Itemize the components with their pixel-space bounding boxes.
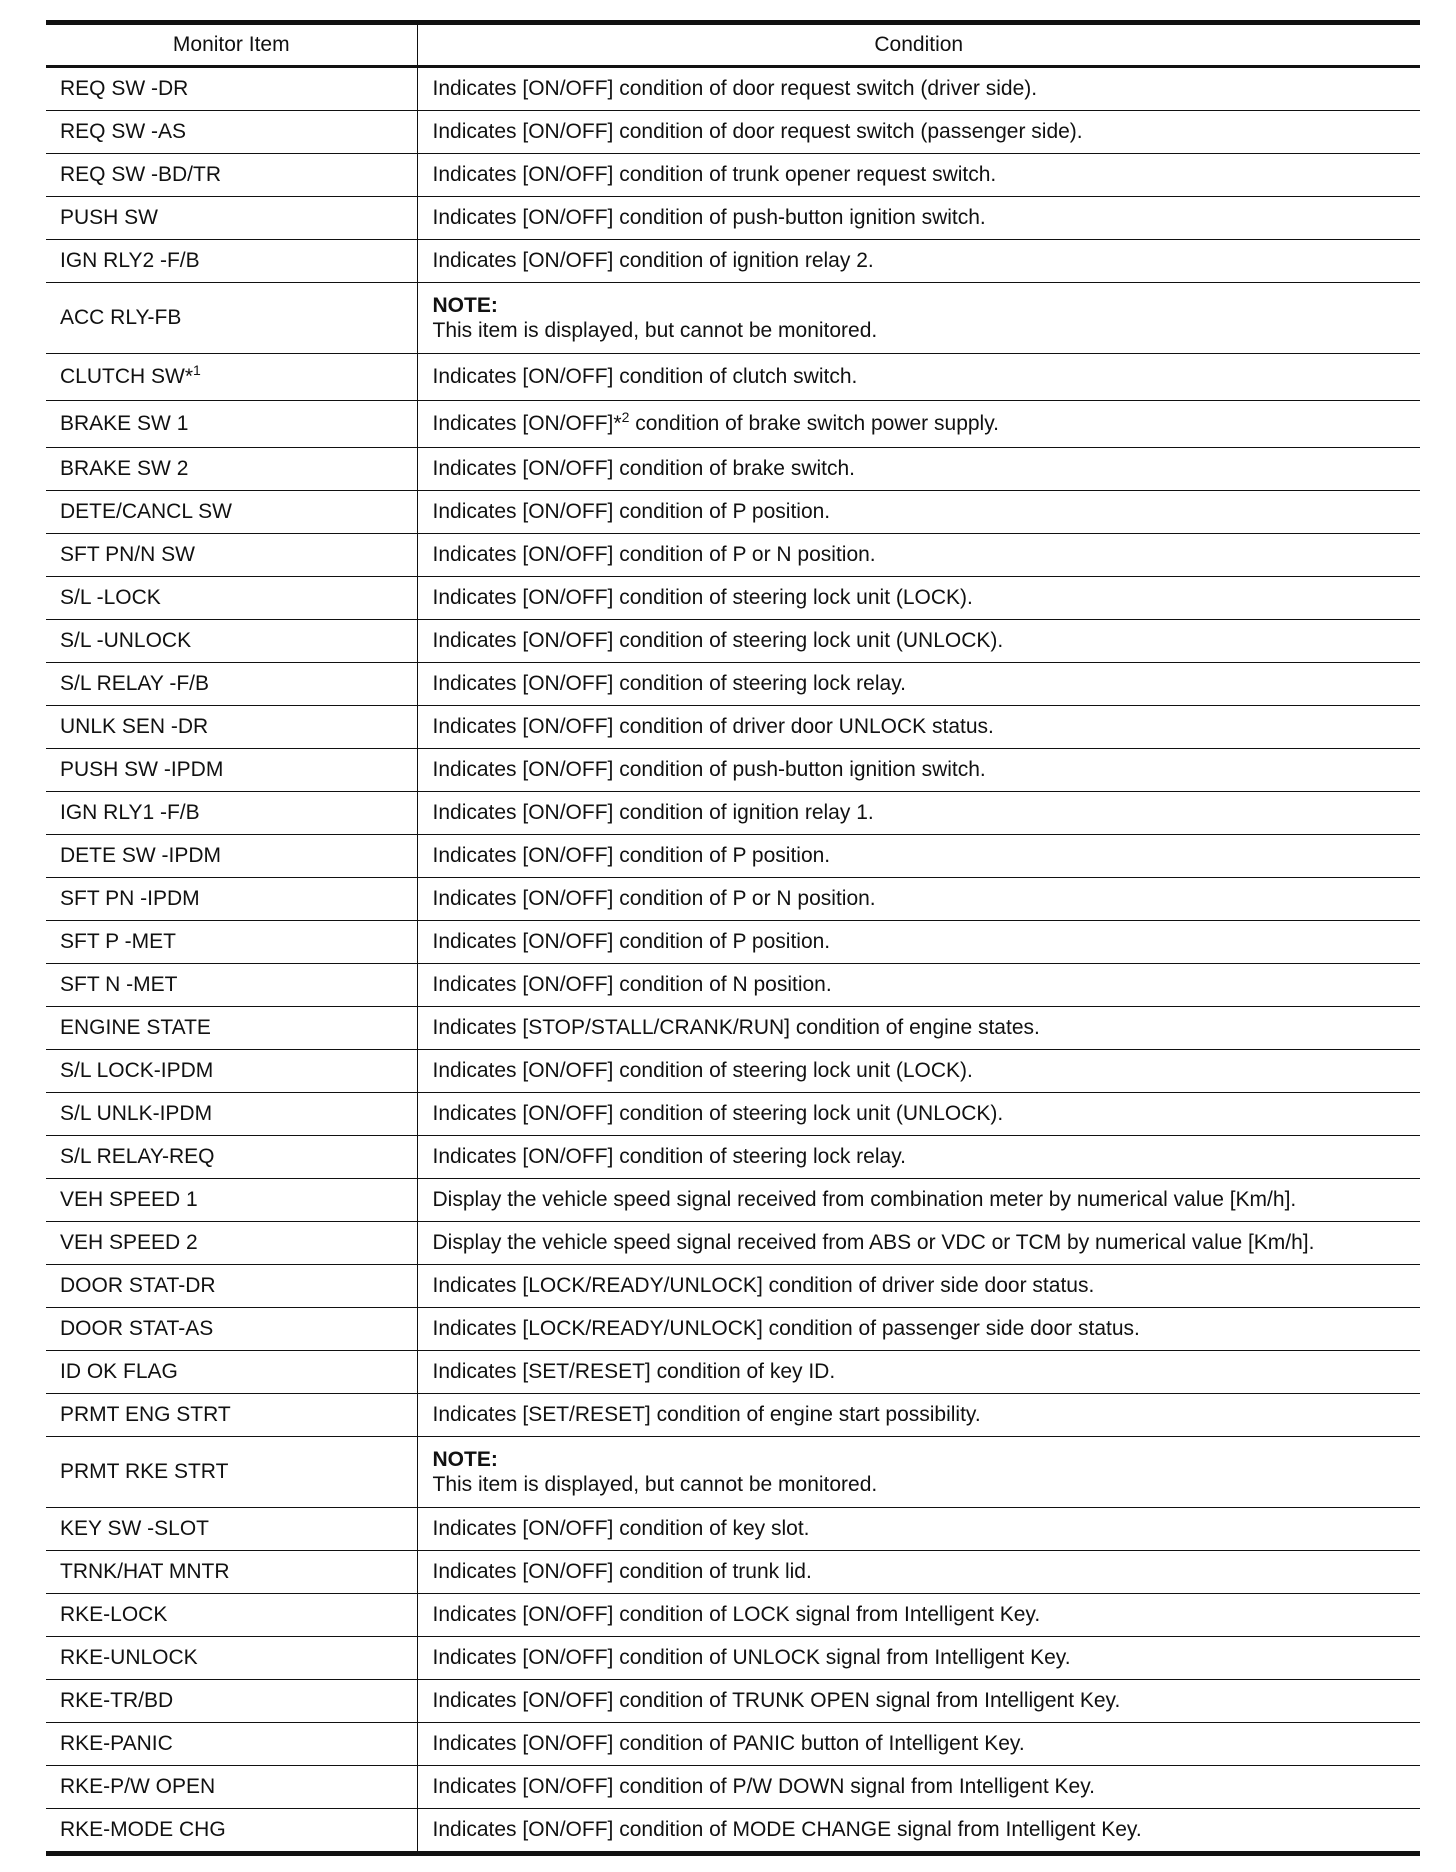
condition-cell <box>417 921 1420 964</box>
condition-text: Display the vehicle speed signal received from combination meter by numerical value [Km/h]. <box>432 1188 1297 1212</box>
condition-cell <box>417 1007 1420 1050</box>
table-row <box>46 1809 1420 1854</box>
condition-text: Indicates [ON/OFF] condition of P position. <box>432 930 831 954</box>
monitor-item-cell <box>46 491 417 534</box>
table-row <box>46 577 1420 620</box>
note-text: This item is displayed, but cannot be monitored. <box>432 1473 878 1496</box>
condition-cell <box>417 283 1420 354</box>
monitor-item-label: ACC RLY-FB <box>60 306 182 330</box>
condition-text: Indicates [LOCK/READY/UNLOCK] condition of passenger side door status. <box>432 1317 1140 1341</box>
table-row <box>46 1437 1420 1508</box>
condition-cell <box>417 1222 1420 1265</box>
condition-cell <box>417 1179 1420 1222</box>
monitor-item-cell <box>46 835 417 878</box>
monitor-item-label: PRMT ENG STRT <box>60 1403 231 1427</box>
monitor-item-label: RKE-UNLOCK <box>60 1646 198 1670</box>
table-row <box>46 1766 1420 1809</box>
monitor-item-label: REQ SW -AS <box>60 120 187 144</box>
table-row <box>46 1508 1420 1551</box>
monitor-item-cell <box>46 1766 417 1809</box>
condition-cell <box>417 534 1420 577</box>
condition-text: Indicates [ON/OFF] condition of push-button ignition switch. <box>432 206 986 230</box>
condition-cell <box>417 1594 1420 1637</box>
condition-text: Indicates [ON/OFF] condition of steering lock relay. <box>432 1145 906 1169</box>
monitor-item-label: KEY SW -SLOT <box>60 1517 209 1541</box>
condition-text: condition of brake switch power supply. <box>629 412 999 436</box>
condition-cell <box>417 1766 1420 1809</box>
table-row <box>46 67 1420 111</box>
table-row <box>46 1265 1420 1308</box>
monitor-item-label: DOOR STAT-DR <box>60 1274 216 1298</box>
condition-text: Indicates [ON/OFF] condition of steering lock relay. <box>432 672 906 696</box>
condition-cell <box>417 1551 1420 1594</box>
condition-cell <box>417 67 1420 111</box>
monitor-item-cell <box>46 964 417 1007</box>
condition-text: Indicates [ON/OFF] condition of P/W DOWN signal from Intelligent Key. <box>432 1775 1096 1799</box>
condition-cell <box>417 1809 1420 1854</box>
monitor-item-cell <box>46 706 417 749</box>
monitor-item-cell <box>46 1680 417 1723</box>
monitor-item-label: REQ SW -DR <box>60 77 189 101</box>
table-row <box>46 1594 1420 1637</box>
monitor-item-label: VEH SPEED 1 <box>60 1188 198 1212</box>
condition-cell <box>417 1508 1420 1551</box>
monitor-item-label: S/L -UNLOCK <box>60 629 192 653</box>
condition-text: Indicates [ON/OFF] condition of ignition relay 1. <box>432 801 874 825</box>
condition-text: Indicates [ON/OFF] condition of door request switch (driver side). <box>432 77 1038 101</box>
monitor-item-cell <box>46 1809 417 1854</box>
monitor-item-label: S/L RELAY-REQ <box>60 1145 215 1169</box>
monitor-item-label: RKE-TR/BD <box>60 1689 174 1713</box>
monitor-item-cell <box>46 1136 417 1179</box>
monitor-item-label: CLUTCH SW* <box>60 365 194 389</box>
monitor-item-cell <box>46 921 417 964</box>
monitor-item-cell <box>46 283 417 354</box>
monitor-item-label: SFT PN -IPDM <box>60 887 200 911</box>
table-row <box>46 706 1420 749</box>
table-row <box>46 197 1420 240</box>
condition-cell <box>417 577 1420 620</box>
monitor-item-label: RKE-MODE CHG <box>60 1818 226 1842</box>
table-row <box>46 1136 1420 1179</box>
condition-text: Indicates [ON/OFF] condition of P or N position. <box>432 887 876 911</box>
condition-text: Indicates [ON/OFF] condition of N position. <box>432 973 832 997</box>
monitor-item-cell <box>46 878 417 921</box>
monitor-item-cell <box>46 1394 417 1437</box>
footnote-marker: 1 <box>193 362 201 379</box>
table-row <box>46 111 1420 154</box>
monitor-item-cell <box>46 448 417 491</box>
condition-cell <box>417 401 1420 448</box>
monitor-item-label: SFT N -MET <box>60 973 178 997</box>
table-row <box>46 835 1420 878</box>
monitor-item-cell <box>46 111 417 154</box>
monitor-item-cell <box>46 792 417 835</box>
monitor-item-label: BRAKE SW 2 <box>60 457 189 481</box>
monitor-item-label: ID OK FLAG <box>60 1360 178 1384</box>
condition-text: Indicates [ON/OFF]* <box>432 412 622 436</box>
table-row <box>46 1007 1420 1050</box>
monitor-item-cell <box>46 1508 417 1551</box>
table-row <box>46 491 1420 534</box>
monitor-item-cell <box>46 534 417 577</box>
condition-cell <box>417 1265 1420 1308</box>
condition-text: Indicates [SET/RESET] condition of engine start possibility. <box>432 1403 981 1427</box>
condition-cell <box>417 706 1420 749</box>
condition-text: Indicates [ON/OFF] condition of steering lock unit (UNLOCK). <box>432 1102 1004 1126</box>
monitor-item-cell <box>46 1723 417 1766</box>
condition-cell <box>417 448 1420 491</box>
monitor-item-label: S/L -LOCK <box>60 586 161 610</box>
condition-text: Indicates [ON/OFF] condition of key slot. <box>432 1517 810 1541</box>
condition-cell <box>417 1394 1420 1437</box>
condition-text: Indicates [ON/OFF] condition of steering lock unit (LOCK). <box>432 586 973 610</box>
monitor-item-label: DOOR STAT-AS <box>60 1317 214 1341</box>
monitor-item-cell <box>46 1179 417 1222</box>
monitor-item-cell <box>46 1007 417 1050</box>
condition-text: Display the vehicle speed signal received from ABS or VDC or TCM by numerical value [Km/h]. <box>432 1231 1315 1255</box>
table-row <box>46 792 1420 835</box>
monitor-item-table <box>46 20 1420 1856</box>
condition-text: Indicates [ON/OFF] condition of P position. <box>432 844 831 868</box>
table-row <box>46 1308 1420 1351</box>
table-row <box>46 964 1420 1007</box>
condition-cell <box>417 1136 1420 1179</box>
monitor-item-label: PRMT RKE STRT <box>60 1460 229 1484</box>
monitor-item-cell <box>46 401 417 448</box>
table-row <box>46 921 1420 964</box>
footnote-marker: 2 <box>621 409 630 426</box>
condition-cell <box>417 1637 1420 1680</box>
condition-text: Indicates [SET/RESET] condition of key ID. <box>432 1360 836 1384</box>
condition-text: Indicates [ON/OFF] condition of steering lock unit (LOCK). <box>432 1059 973 1083</box>
monitor-item-label: IGN RLY1 -F/B <box>60 801 200 825</box>
monitor-item-label: BRAKE SW 1 <box>60 412 189 436</box>
table-row <box>46 1680 1420 1723</box>
table-row <box>46 1551 1420 1594</box>
condition-cell <box>417 835 1420 878</box>
condition-cell <box>417 663 1420 706</box>
monitor-item-label: UNLK SEN -DR <box>60 715 209 739</box>
table-row <box>46 448 1420 491</box>
note-text: This item is displayed, but cannot be monitored. <box>432 319 878 342</box>
monitor-item-cell <box>46 1222 417 1265</box>
table-row <box>46 534 1420 577</box>
condition-cell <box>417 878 1420 921</box>
monitor-item-label: REQ SW -BD/TR <box>60 163 221 187</box>
monitor-item-label: ENGINE STATE <box>60 1016 211 1040</box>
monitor-item-cell <box>46 1351 417 1394</box>
condition-text: Indicates [ON/OFF] condition of trunk lid. <box>432 1560 812 1584</box>
condition-cell <box>417 1050 1420 1093</box>
condition-text: Indicates [ON/OFF] condition of push-button ignition switch. <box>432 758 986 782</box>
monitor-item-label: PUSH SW -IPDM <box>60 758 224 782</box>
condition-text: Indicates [ON/OFF] condition of trunk opener request switch. <box>432 163 997 187</box>
condition-text: Indicates [STOP/STALL/CRANK/RUN] condition of engine states. <box>432 1016 1040 1040</box>
condition-text: Indicates [ON/OFF] condition of TRUNK OPEN signal from Intelligent Key. <box>432 1689 1121 1713</box>
table-row <box>46 240 1420 283</box>
condition-text: Indicates [ON/OFF] condition of P position. <box>432 500 831 524</box>
monitor-item-label: SFT P -MET <box>60 930 176 954</box>
condition-text: Indicates [ON/OFF] condition of ignition relay 2. <box>432 249 874 273</box>
monitor-item-label: RKE-P/W OPEN <box>60 1775 216 1799</box>
monitor-item-label: RKE-PANIC <box>60 1732 173 1756</box>
monitor-item-cell <box>46 577 417 620</box>
condition-text: Indicates [ON/OFF] condition of LOCK signal from Intelligent Key. <box>432 1603 1041 1627</box>
monitor-item-cell <box>46 620 417 663</box>
monitor-item-cell <box>46 1637 417 1680</box>
monitor-item-label: S/L LOCK-IPDM <box>60 1059 214 1083</box>
monitor-item-label: IGN RLY2 -F/B <box>60 249 200 273</box>
monitor-item-label: TRNK/HAT MNTR <box>60 1560 230 1584</box>
condition-cell <box>417 1723 1420 1766</box>
condition-text: Indicates [ON/OFF] condition of door request switch (passenger side). <box>432 120 1083 144</box>
table-row <box>46 1351 1420 1394</box>
condition-cell <box>417 491 1420 534</box>
condition-text: Indicates [ON/OFF] condition of steering lock unit (UNLOCK). <box>432 629 1004 653</box>
table-row <box>46 663 1420 706</box>
table-row <box>46 1394 1420 1437</box>
table-row <box>46 749 1420 792</box>
monitor-item-cell <box>46 354 417 401</box>
condition-text: Indicates [LOCK/READY/UNLOCK] condition of driver side door status. <box>432 1274 1095 1298</box>
table-row <box>46 354 1420 401</box>
monitor-item-label: DETE/CANCL SW <box>60 500 232 524</box>
table-row <box>46 1637 1420 1680</box>
condition-cell <box>417 749 1420 792</box>
table-row <box>46 878 1420 921</box>
monitor-item-label: S/L RELAY -F/B <box>60 672 209 696</box>
table-row <box>46 401 1420 448</box>
note-label: NOTE: <box>432 1447 498 1471</box>
condition-cell <box>417 1437 1420 1508</box>
monitor-item-cell <box>46 663 417 706</box>
condition-cell <box>417 1308 1420 1351</box>
condition-cell <box>417 354 1420 401</box>
table-body <box>46 67 1420 1854</box>
monitor-item-label: RKE-LOCK <box>60 1603 168 1627</box>
table-row <box>46 1179 1420 1222</box>
condition-cell <box>417 964 1420 1007</box>
condition-text: Indicates [ON/OFF] condition of clutch switch. <box>432 365 858 389</box>
table-header-row <box>46 23 1420 67</box>
condition-cell <box>417 1680 1420 1723</box>
monitor-item-cell <box>46 1265 417 1308</box>
condition-text: Indicates [ON/OFF] condition of driver door UNLOCK status. <box>432 715 994 739</box>
condition-cell <box>417 197 1420 240</box>
header-condition: Condition <box>417 23 1420 67</box>
monitor-item-cell <box>46 1551 417 1594</box>
monitor-item-cell <box>46 1594 417 1637</box>
monitor-item-cell <box>46 1050 417 1093</box>
condition-cell <box>417 620 1420 663</box>
monitor-item-cell <box>46 67 417 111</box>
monitor-item-cell <box>46 1437 417 1508</box>
note-label: NOTE: <box>432 293 498 317</box>
condition-cell <box>417 792 1420 835</box>
header-monitor-item: Monitor Item <box>46 23 417 67</box>
monitor-item-cell <box>46 197 417 240</box>
table-row <box>46 1723 1420 1766</box>
table-row <box>46 1093 1420 1136</box>
table-row <box>46 1222 1420 1265</box>
monitor-item-cell <box>46 749 417 792</box>
monitor-item-cell <box>46 240 417 283</box>
condition-cell <box>417 1351 1420 1394</box>
table-row <box>46 283 1420 354</box>
monitor-item-table-container <box>46 20 1420 1856</box>
monitor-item-cell <box>46 1308 417 1351</box>
table-row <box>46 620 1420 663</box>
condition-text: Indicates [ON/OFF] condition of P or N position. <box>432 543 876 567</box>
condition-cell <box>417 1093 1420 1136</box>
monitor-item-label: VEH SPEED 2 <box>60 1231 198 1255</box>
monitor-item-cell <box>46 154 417 197</box>
monitor-item-label: S/L UNLK-IPDM <box>60 1102 213 1126</box>
table-row <box>46 1050 1420 1093</box>
condition-text: Indicates [ON/OFF] condition of PANIC button of Intelligent Key. <box>432 1732 1025 1756</box>
monitor-item-label: DETE SW -IPDM <box>60 844 221 868</box>
condition-text: Indicates [ON/OFF] condition of brake switch. <box>432 457 856 481</box>
monitor-item-label: PUSH SW <box>60 206 159 230</box>
condition-cell <box>417 111 1420 154</box>
condition-cell <box>417 240 1420 283</box>
condition-text: Indicates [ON/OFF] condition of UNLOCK signal from Intelligent Key. <box>432 1646 1071 1670</box>
condition-cell <box>417 154 1420 197</box>
condition-text: Indicates [ON/OFF] condition of MODE CHANGE signal from Intelligent Key. <box>432 1818 1142 1842</box>
monitor-item-cell <box>46 1093 417 1136</box>
monitor-item-label: SFT PN/N SW <box>60 543 195 567</box>
table-row <box>46 154 1420 197</box>
